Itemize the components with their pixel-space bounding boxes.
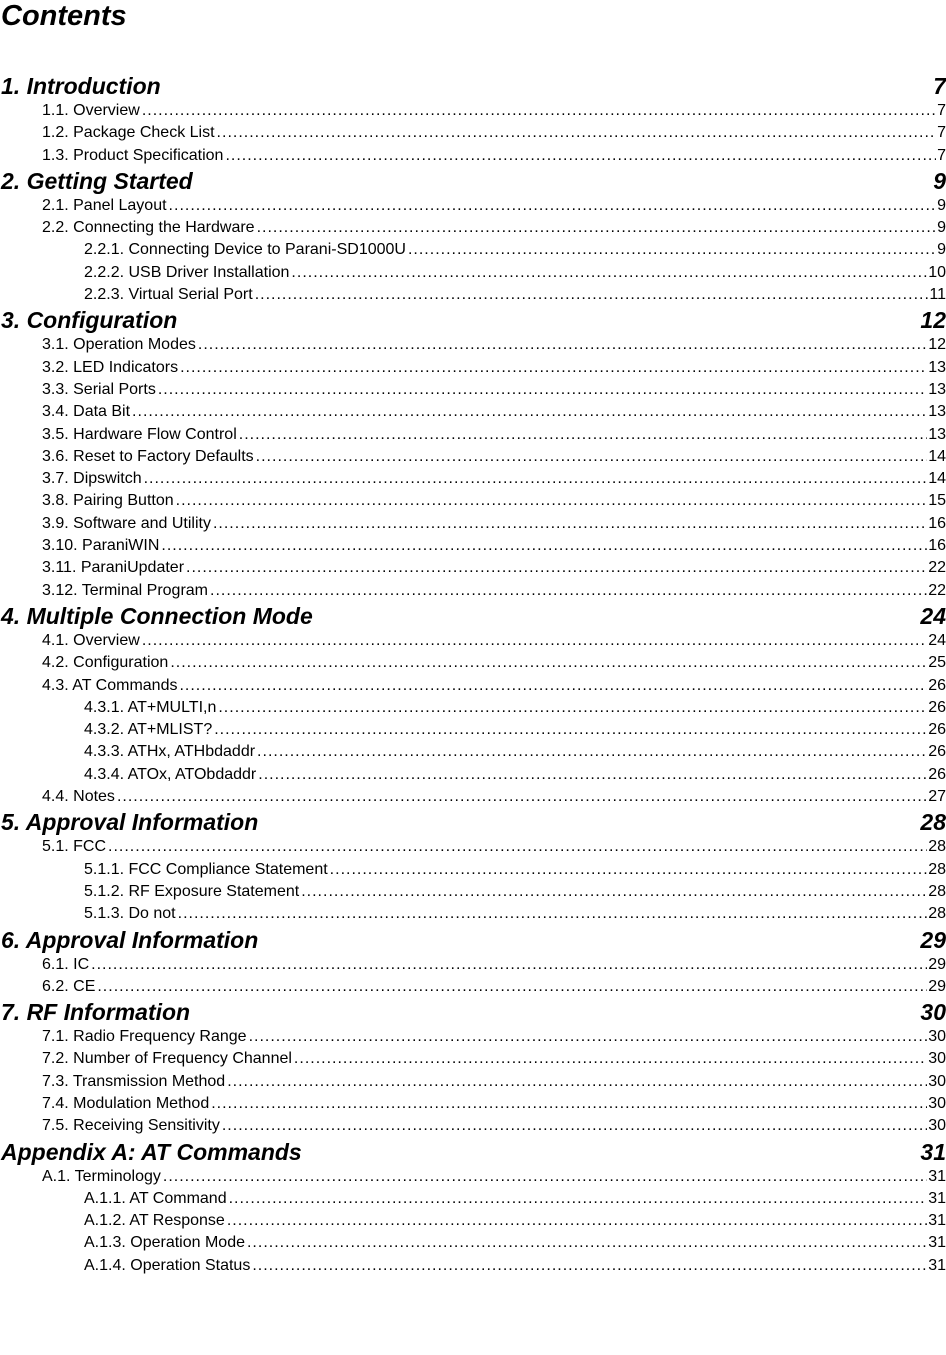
toc-section-entry[interactable] <box>0 881 946 903</box>
toc-page-number: 30 <box>928 1072 946 1090</box>
toc-page-number: 7 <box>937 124 946 142</box>
toc-entry-label: 2.1. Panel Layout <box>42 196 167 214</box>
toc-entry-label: 1. Introduction <box>1 73 161 99</box>
toc-section-entry[interactable] <box>0 1210 946 1232</box>
toc-leader-dots <box>163 1166 927 1188</box>
toc-entry-label: 2. Getting Started <box>1 167 193 194</box>
toc-page-number: 31 <box>928 1167 946 1185</box>
toc-page-number: 13 <box>928 425 946 443</box>
toc-section-entry[interactable] <box>0 100 946 122</box>
toc-chapter-entry[interactable] <box>0 72 946 100</box>
toc-leader-dots <box>198 334 927 356</box>
toc-section-entry[interactable] <box>0 239 946 261</box>
toc-page-number: 11 <box>929 286 946 304</box>
toc-leader-dots <box>170 652 927 674</box>
toc-entry-label: 3.6. Reset to Factory Defaults <box>42 447 254 465</box>
toc-chapter-entry[interactable] <box>0 926 946 954</box>
toc-leader-dots <box>178 903 928 925</box>
toc-leader-dots <box>239 424 927 446</box>
toc-section-entry[interactable] <box>0 424 946 446</box>
toc-entry-label: 3.3. Serial Ports <box>42 380 156 398</box>
toc-entry-label: 5. Approval Information <box>1 809 259 836</box>
toc-leader-dots <box>169 195 937 217</box>
toc-leader-dots <box>179 675 927 697</box>
toc-section-entry[interactable] <box>0 630 946 652</box>
toc-entry-label: 7.4. Modulation Method <box>42 1094 210 1112</box>
toc-section-entry[interactable] <box>0 1166 946 1188</box>
toc-section-entry[interactable] <box>0 357 946 379</box>
toc-leader-dots <box>229 1188 928 1210</box>
toc-entry-label: A.1. Terminology <box>42 1167 161 1185</box>
toc-entry-label: A.1.3. Operation Mode <box>84 1234 245 1252</box>
toc-page-number: 14 <box>928 470 946 488</box>
toc-page-number: 22 <box>928 559 946 577</box>
toc-page-number: 9 <box>937 196 946 214</box>
toc-section-entry[interactable] <box>0 468 946 490</box>
toc-entry-label: Appendix A: AT Commands <box>1 1138 302 1165</box>
toc-page-number: 16 <box>928 537 946 555</box>
toc-leader-dots <box>408 239 936 261</box>
toc-entry-label: 1.3. Product Specification <box>42 146 224 164</box>
toc-section-entry[interactable] <box>0 1255 946 1277</box>
toc-chapter-entry[interactable] <box>0 602 946 630</box>
toc-page-number: 22 <box>928 581 946 599</box>
toc-section-entry[interactable] <box>0 262 946 284</box>
toc-leader-dots <box>158 379 927 401</box>
toc-page-number: 13 <box>928 380 946 398</box>
toc-leader-dots <box>176 490 928 512</box>
toc-page-number: 13 <box>928 358 946 376</box>
toc-page-number: 28 <box>928 905 946 923</box>
toc-section-entry[interactable] <box>0 195 946 217</box>
toc-section-entry[interactable] <box>0 557 946 579</box>
toc-entry-label: 2.2.2. USB Driver Installation <box>84 263 290 281</box>
toc-chapter-entry[interactable] <box>0 167 946 195</box>
toc-entry-label: 7.1. Radio Frequency Range <box>42 1028 247 1046</box>
toc-entry-label: 4.2. Configuration <box>42 654 169 672</box>
toc-page-number: 7 <box>937 102 946 119</box>
toc-section-entry[interactable] <box>0 1026 946 1048</box>
toc-entry-label: 7.5. Receiving Sensitivity <box>42 1117 220 1135</box>
toc-section-entry[interactable] <box>0 217 946 239</box>
toc-page-number: 28 <box>928 860 946 878</box>
toc-entry-label: 6.2. CE <box>42 977 96 995</box>
toc-section-entry[interactable] <box>0 675 946 697</box>
toc-page-number: 28 <box>928 838 946 856</box>
toc-leader-dots <box>227 1210 927 1232</box>
toc-entry-label: 3.11. ParaniUpdater <box>42 559 185 577</box>
toc-leader-dots <box>108 836 927 858</box>
toc-entry-label: 1.1. Overview <box>42 102 140 119</box>
toc-section-entry[interactable] <box>0 976 946 998</box>
toc-entry-label: 3.2. LED Indicators <box>42 358 179 376</box>
toc-chapter-entry[interactable] <box>0 1138 946 1166</box>
toc-leader-dots <box>214 719 927 741</box>
toc-entry-label: 5.1.1. FCC Compliance Statement <box>84 860 328 878</box>
toc-section-entry[interactable] <box>0 1093 946 1115</box>
toc-page-number: 13 <box>928 403 946 421</box>
toc-section-entry[interactable] <box>0 446 946 468</box>
toc-entry-label: 7. RF Information <box>1 999 191 1026</box>
toc-section-entry[interactable] <box>0 490 946 512</box>
toc-page-number: 9 <box>937 241 946 259</box>
toc-leader-dots <box>258 764 927 786</box>
toc-entry-label: 3.7. Dipswitch <box>42 470 142 488</box>
toc-entry-label: 1.2. Package Check List <box>42 124 215 142</box>
toc-page-number: 30 <box>928 1094 946 1112</box>
toc-page-number: 29 <box>928 955 946 973</box>
toc-leader-dots <box>257 741 927 763</box>
table-of-contents <box>0 72 946 1277</box>
toc-page-number: 30 <box>928 1028 946 1046</box>
toc-section-entry[interactable] <box>0 401 946 423</box>
toc-leader-dots <box>213 513 927 535</box>
toc-leader-dots <box>222 1115 927 1137</box>
toc-leader-dots <box>294 1048 927 1070</box>
toc-section-entry[interactable] <box>0 764 946 786</box>
toc-section-entry[interactable] <box>0 1232 946 1254</box>
toc-page-number: 31 <box>928 1212 946 1230</box>
toc-page-number: 26 <box>928 698 946 716</box>
toc-entry-label: 3.9. Software and Utility <box>42 514 211 532</box>
toc-entry-label: 6. Approval Information <box>1 926 259 953</box>
toc-page-number: 27 <box>928 788 946 806</box>
toc-page-number: 14 <box>928 447 946 465</box>
toc-section-entry[interactable] <box>0 122 946 144</box>
toc-leader-dots <box>210 580 927 602</box>
toc-page-number: 7 <box>937 146 946 164</box>
toc-entry-label: 3.5. Hardware Flow Control <box>42 425 237 443</box>
toc-page-number: 16 <box>928 514 946 532</box>
toc-entry-label: 4.3. AT Commands <box>42 676 178 694</box>
toc-page-number: 12 <box>920 307 946 334</box>
toc-page-number: 29 <box>928 977 946 995</box>
toc-page-number: 26 <box>928 743 946 761</box>
toc-leader-dots <box>247 1232 927 1254</box>
toc-section-entry[interactable] <box>0 836 946 858</box>
toc-page-number: 31 <box>928 1189 946 1207</box>
toc-section-entry[interactable] <box>0 535 946 557</box>
toc-entry-label: 3.8. Pairing Button <box>42 492 174 510</box>
toc-section-entry[interactable] <box>0 1071 946 1093</box>
toc-entry-label: 4. Multiple Connection Mode <box>1 602 313 629</box>
toc-section-entry[interactable] <box>0 284 946 306</box>
toc-entry-label: 7.2. Number of Frequency Channel <box>42 1050 292 1068</box>
toc-section-entry[interactable] <box>0 652 946 674</box>
toc-section-entry[interactable] <box>0 1048 946 1070</box>
toc-leader-dots <box>117 786 927 808</box>
toc-entry-label: A.1.2. AT Response <box>84 1212 225 1230</box>
toc-leader-dots <box>252 1255 927 1277</box>
page-title: Contents <box>1 0 127 32</box>
toc-leader-dots <box>142 100 936 122</box>
toc-leader-dots <box>132 401 927 423</box>
toc-entry-label: 5.1. FCC <box>42 838 107 856</box>
toc-leader-dots <box>180 357 927 379</box>
toc-page-number: 26 <box>928 765 946 783</box>
toc-leader-dots <box>218 697 927 719</box>
toc-entry-label: 4.3.3. ATHx, ATHbdaddr <box>84 743 256 761</box>
toc-section-entry[interactable] <box>0 145 946 167</box>
toc-page-number: 31 <box>928 1256 946 1274</box>
toc-entry-label: A.1.4. Operation Status <box>84 1256 251 1274</box>
toc-page-number: 12 <box>928 336 946 354</box>
toc-page-number: 10 <box>928 263 946 281</box>
toc-section-entry[interactable] <box>0 741 946 763</box>
toc-page-number: 24 <box>920 602 946 629</box>
toc-page-number: 25 <box>928 654 946 672</box>
toc-page-number: 9 <box>937 219 946 237</box>
toc-leader-dots <box>217 122 937 144</box>
toc-page-number: 26 <box>928 721 946 739</box>
toc-page-number: 30 <box>928 1117 946 1135</box>
toc-leader-dots <box>330 859 928 881</box>
toc-page-number: 30 <box>920 999 946 1026</box>
toc-section-entry[interactable] <box>0 697 946 719</box>
toc-section-entry[interactable] <box>0 903 946 925</box>
toc-page-number: 28 <box>928 882 946 900</box>
toc-page-number: 24 <box>928 631 946 649</box>
toc-section-entry[interactable] <box>0 1115 946 1137</box>
toc-entry-label: 4.1. Overview <box>42 631 140 649</box>
toc-section-entry[interactable] <box>0 954 946 976</box>
toc-entry-label: 6.1. IC <box>42 955 90 973</box>
toc-leader-dots <box>161 535 927 557</box>
toc-leader-dots <box>255 284 929 306</box>
toc-leader-dots <box>257 217 937 239</box>
toc-entry-label: 3.12. Terminal Program <box>42 581 208 599</box>
toc-section-entry[interactable] <box>0 719 946 741</box>
toc-entry-label: A.1.1. AT Command <box>84 1189 227 1207</box>
toc-entry-label: 4.4. Notes <box>42 788 115 806</box>
toc-page-number: 31 <box>920 1138 946 1165</box>
toc-chapter-entry[interactable] <box>0 306 946 334</box>
toc-entry-label: 3.10. ParaniWIN <box>42 537 160 555</box>
toc-entry-label: 3.4. Data Bit <box>42 403 131 421</box>
toc-leader-dots <box>186 557 927 579</box>
toc-entry-label: 2.2. Connecting the Hardware <box>42 219 255 237</box>
toc-entry-label: 5.1.3. Do not <box>84 905 176 923</box>
toc-leader-dots <box>97 976 927 998</box>
toc-section-entry[interactable] <box>0 580 946 602</box>
toc-page-number: 26 <box>928 676 946 694</box>
toc-entry-label: 4.3.4. ATOx, ATObdaddr <box>84 765 257 783</box>
toc-leader-dots <box>291 262 927 284</box>
toc-leader-dots <box>301 881 927 903</box>
toc-leader-dots <box>227 1071 927 1093</box>
toc-entry-label: 3. Configuration <box>1 307 178 334</box>
toc-entry-label: 2.2.1. Connecting Device to Parani-SD1000U <box>84 241 406 259</box>
toc-page-number: 15 <box>928 492 946 510</box>
toc-page-number: 9 <box>933 167 946 194</box>
toc-entry-label: 5.1.2. RF Exposure Statement <box>84 882 300 900</box>
toc-entry-label: 7.3. Transmission Method <box>42 1072 226 1090</box>
toc-leader-dots <box>211 1093 927 1115</box>
toc-leader-dots <box>144 468 928 490</box>
toc-page-number: 7 <box>933 73 946 99</box>
toc-section-entry[interactable] <box>0 334 946 356</box>
toc-entry-label: 3.1. Operation Modes <box>42 336 196 354</box>
toc-chapter-entry[interactable] <box>0 998 946 1026</box>
toc-page-number: 30 <box>928 1050 946 1068</box>
toc-section-entry[interactable] <box>0 379 946 401</box>
toc-leader-dots <box>225 145 936 167</box>
toc-chapter-entry[interactable] <box>0 808 946 836</box>
toc-leader-dots <box>91 954 927 976</box>
toc-leader-dots <box>256 446 928 468</box>
toc-page-number: 29 <box>920 926 946 953</box>
toc-leader-dots <box>249 1026 928 1048</box>
toc-section-entry[interactable] <box>0 786 946 808</box>
toc-entry-label: 4.3.1. AT+MULTI,n <box>84 698 217 716</box>
toc-section-entry[interactable] <box>0 513 946 535</box>
toc-page-number: 28 <box>920 809 946 836</box>
toc-leader-dots <box>142 630 927 652</box>
toc-page-number: 31 <box>928 1234 946 1252</box>
toc-section-entry[interactable] <box>0 859 946 881</box>
toc-section-entry[interactable] <box>0 1188 946 1210</box>
toc-entry-label: 2.2.3. Virtual Serial Port <box>84 286 253 304</box>
toc-entry-label: 4.3.2. AT+MLIST? <box>84 721 213 739</box>
